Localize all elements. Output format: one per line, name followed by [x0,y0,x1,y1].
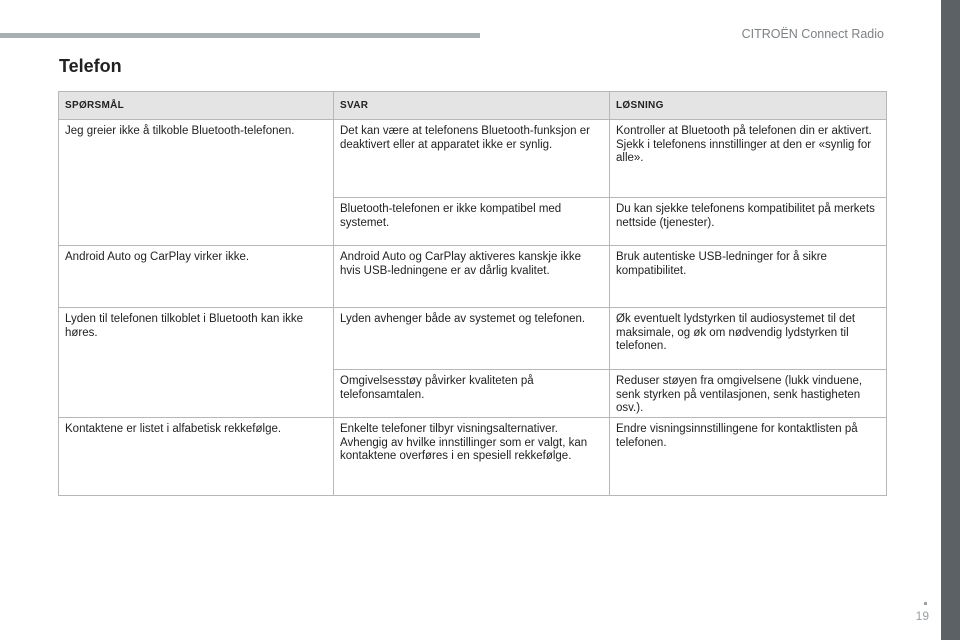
solution-cell [610,246,887,308]
answer-text: Android Auto og CarPlay aktiveres kanskje ikke hvis USB-ledningene er av dårlig kvalitet. [340,251,581,277]
column-header-question: SPØRSMÅL [59,92,334,120]
answer-text: Omgivelsesstøy påvirker kvaliteten på telefonsamtalen. [340,375,534,401]
answer-cell [334,308,610,370]
solution-text: Endre visningsinnstillingene for kontaktlisten på telefonen. [616,423,858,449]
answer-cell [334,246,610,308]
solution-text: Kontroller at Bluetooth på telefonen din er aktivert. Sjekk i telefonens innstillinger at den er «synlig for alle». [616,125,872,164]
solution-text: Bruk autentiske USB-ledninger for å sikre kompatibilitet. [616,251,827,277]
answer-text: Enkelte telefoner tilbyr visningsalternativer. Avhengig av hvilke innstillinger som er valgt, kan kontaktene overføres i en spesiell rekkefølge. [340,423,588,462]
answer-text: Bluetooth-telefonen er ikke kompatibel med systemet. [340,203,562,229]
question-cell [59,308,334,418]
page-title: Telefon [59,56,122,76]
solution-cell [610,308,887,370]
table-header-row [59,92,887,120]
column-header-solution: LØSNING [610,92,887,120]
page-marker [924,602,927,605]
answer-cell [334,370,610,418]
page-number: 19 [915,609,929,623]
solution-text: Øk eventuelt lydstyrken til audiosystemet til det maksimale, og øk om nødvendig lydstyrken til telefonen. [616,313,856,352]
question-cell [59,418,334,496]
solution-cell [610,418,887,496]
table-row [59,418,887,496]
faq-table [58,91,887,496]
question-cell [59,246,334,308]
answer-text: Lyden avhenger både av systemet og telefonen. [340,313,586,325]
answer-text: Det kan være at telefonens Bluetooth-funksjon er deaktivert eller at apparatet ikke er synlig. [340,125,590,151]
question-cell [59,120,334,246]
question-text: Android Auto og CarPlay virker ikke. [65,251,250,263]
solution-cell [610,120,887,198]
table-row [59,308,887,370]
side-strip [941,0,960,640]
question-text: Jeg greier ikke å tilkoble Bluetooth-telefonen. [65,125,295,137]
solution-text: Reduser støyen fra omgivelsene (lukk vinduene, senk styrken på ventilasjonen, senk hastigheten osv.). [616,375,863,414]
header-brand: CITROËN Connect Radio [741,27,884,41]
answer-cell [334,198,610,246]
table-row [59,120,887,198]
solution-cell [610,370,887,418]
solution-text: Du kan sjekke telefonens kompatibilitet på merkets nettside (tjenester). [616,203,875,229]
question-text: Kontaktene er listet i alfabetisk rekkefølge. [65,423,282,435]
question-text: Lyden til telefonen tilkoblet i Bluetooth kan ikke høres. [65,313,304,339]
answer-cell [334,120,610,198]
solution-cell [610,198,887,246]
header-rule [0,33,480,38]
column-header-answer: SVAR [334,92,610,120]
answer-cell [334,418,610,496]
table-row [59,246,887,308]
